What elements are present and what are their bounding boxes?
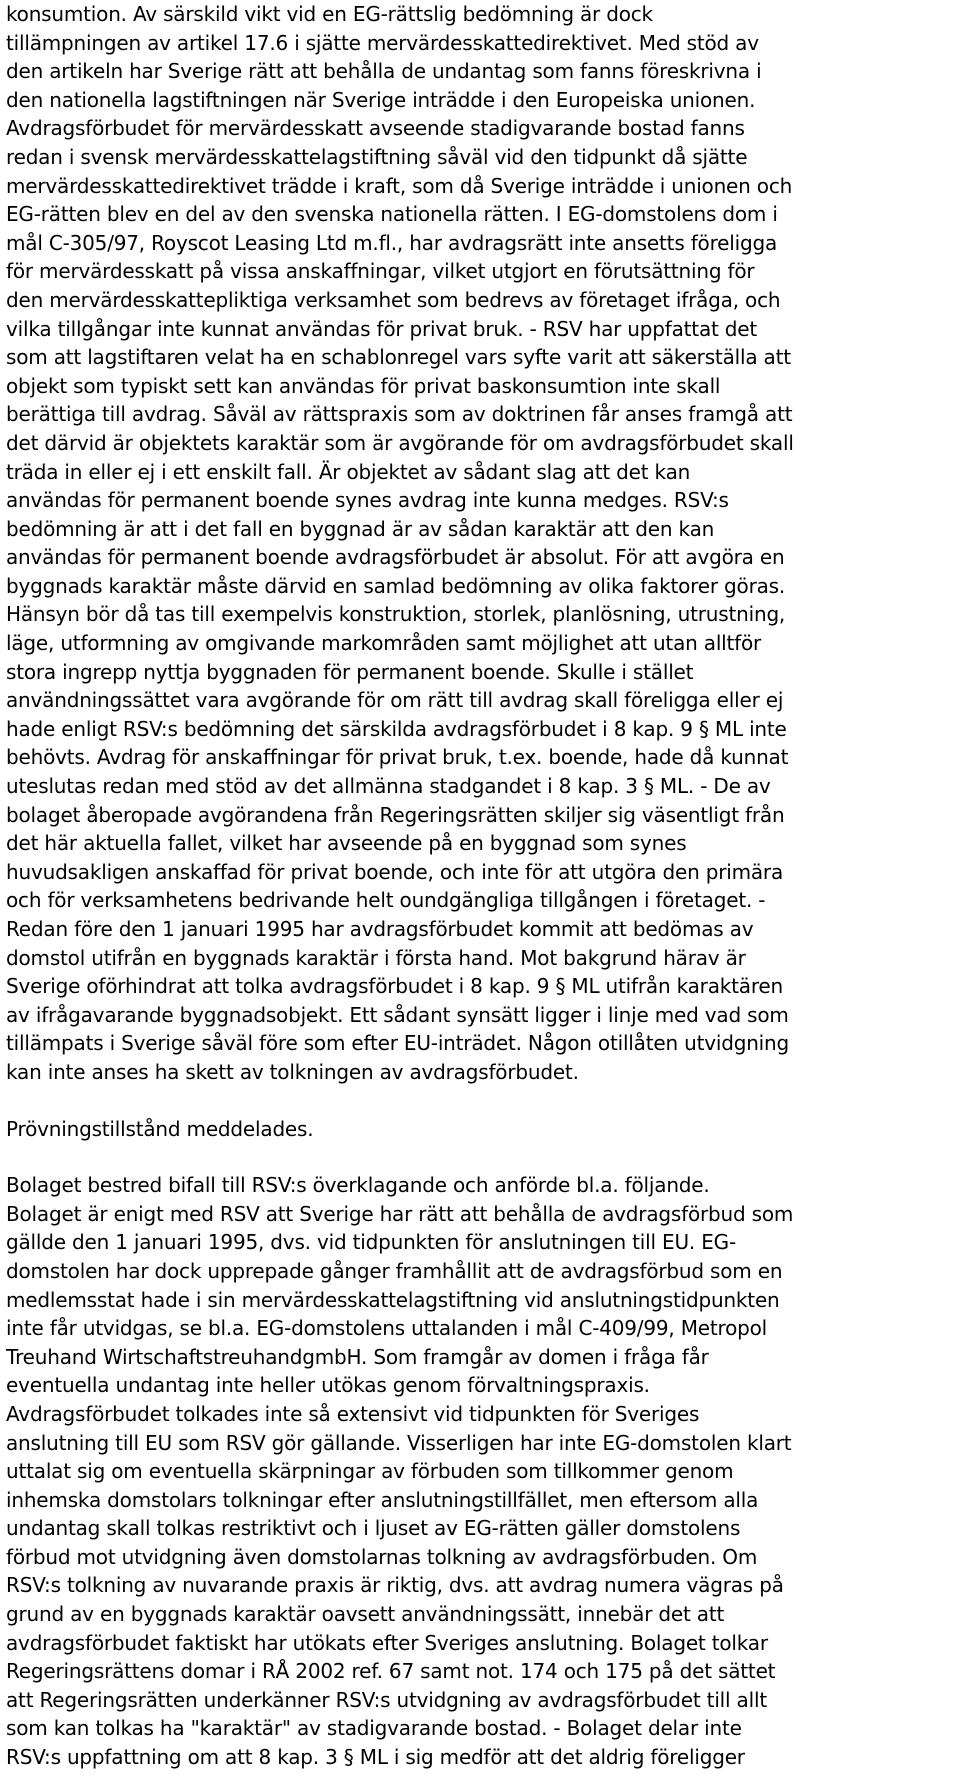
paragraph-spacer	[6, 1087, 954, 1115]
paragraph-rsv-argument: konsumtion. Av särskild vikt vid en EG-rättslig bedömning är dock tillämpningen av artikel 17.6 i sjätte mervärdesskattedirektivet. Med stöd av den artikeln har Sverige rätt att behålla de undantag som fanns föreskrivna i den nationella lagstiftningen när Sverige inträdde i den Europeiska unionen. Avdragsförbudet för mervärdesskatt avseende stadigvarande bostad fanns redan i svensk mervärdesskattelagstiftning såväl vid den tidpunkt då sjätte mervärdesskattedirektivet trädde i kraft, som då Sverige inträdde i unionen och EG-rätten blev en del av den svenska nationella rätten. I EG-domstolens dom i mål C-305/97, Royscot Leasing Ltd m.fl., har avdragsrätt inte ansetts föreligga för mervärdesskatt på vissa anskaffningar, vilket utgjort en förutsättning för den mervärdesskattepliktiga verksamhet som bedrevs av företaget ifråga, och vilka tillgångar inte kunnat användas för privat bruk. - RSV har uppfattat det som att lagstiftaren velat ha en schablonregel vars syfte varit att säkerställa att objekt som typiskt sett kan användas för privat baskonsumtion inte skall berättiga till avdrag. Såväl av rättspraxis som av doktrinen får anses framgå att det därvid är objektets karaktär som är avgörande för om avdragsförbudet skall träda in eller ej i ett enskilt fall. Är objektet av sådant slag att det kan användas för permanent boende synes avdrag inte kunna medges. RSV:s bedömning är att i det fall en byggnad är av sådan karaktär att den kan användas för permanent boende avdragsförbudet är absolut. För att avgöra en byggnads karaktär måste därvid en samlad bedömning av olika faktorer göras. Hänsyn bör då tas till exempelvis konstruktion, storlek, planlösning, utrustning, läge, utformning av omgivande markområden samt möjlighet att utan alltför stora ingrepp nyttja byggnaden för permanent boende. Skulle i stället användningssättet vara avgörande för om rätt till avdrag skall föreligga eller ej hade enligt RSV:s bedömning det särskilda avdragsförbudet i 8 kap. 9 § ML inte behövts. Avdrag för anskaffningar för privat bruk, t.ex. boende, hade då kunnat uteslutas redan med stöd av det allmänna stadgandet i 8 kap. 3 § ML. - De av bolaget åberopade avgörandena från Regeringsrätten skiljer sig väsentligt från det här aktuella fallet, vilket har avseende på en byggnad som synes huvudsakligen anskaffad för privat boende, och inte för att utgöra den primära och för verksamhetens bedrivande helt oundgängliga tillgången i företaget. - Redan före den 1 januari 1995 har avdragsförbudet kommit att bedömas av domstol utifrån en byggnads karaktär i första hand. Mot bakgrund härav är Sverige oförhindrat att tolka avdragsförbudet i 8 kap. 9 § ML utifrån karaktären av ifrågavarande byggnadsobjekt. Ett sådant synsätt ligger i linje med vad som tillämpats i Sverige såväl före som efter EU-inträdet. Någon otillåten utvidgning kan inte anses ha skett av tolkningen av avdragsförbudet.	[6, 2, 794, 1084]
paragraph-company-response: Bolaget bestred bifall till RSV:s överklagande och anförde bl.a. följande. Bolaget är enigt med RSV att Sverige har rätt att behålla de avdragsförbud som gällde den 1 januari 1995, dvs. vid tidpunkten för anslutningen till EU. EG- domstolen har dock upprepade gånger framhållit att de avdragsförbud som en medlemsstat hade i sin mervärdesskattelagstiftning vid anslutningstidpunkten inte får utvidgas, se bl.a. EG-domstolens uttalanden i mål C-409/99, Metropol Treuhand WirtschaftstreuhandgmbH. Som framgår av domen i fråga får eventuella undantag inte heller utökas genom förvaltningspraxis. Avdragsförbudet tolkades inte så extensivt vid tidpunkten för Sveriges anslutning till EU som RSV gör gällande. Visserligen har inte EG-domstolen klart uttalat sig om eventuella skärpningar av förbuden som tillkommer genom inhemska domstolars tolkningar efter anslutningstillfället, men eftersom alla undantag skall tolkas restriktivt och i ljuset av EG-rätten gäller domstolens förbud mot utvidgning även domstolarnas tolkning av avdragsförbuden. Om RSV:s tolkning av nuvarande praxis är riktig, dvs. att avdrag numera vägras på grund av en byggnads karaktär oavsett användningssätt, innebär det att avdragsförbudet faktiskt har utökats efter Sveriges anslutning. Bolaget tolkar Regeringsrättens domar i RÅ 2002 ref. 67 samt not. 174 och 175 på det sättet att Regeringsrätten underkänner RSV:s utvidgning av avdragsförbudet till allt som kan tolkas ha "karaktär" av stadigvarande bostad. - Bolaget delar inte RSV:s uppfattning om att 8 kap. 3 § ML i sig medför att det aldrig föreligger	[6, 1173, 794, 1770]
paragraph-leave-to-appeal: Prövningstillstånd meddelades.	[6, 1116, 314, 1141]
paragraph-spacer	[6, 1143, 954, 1171]
